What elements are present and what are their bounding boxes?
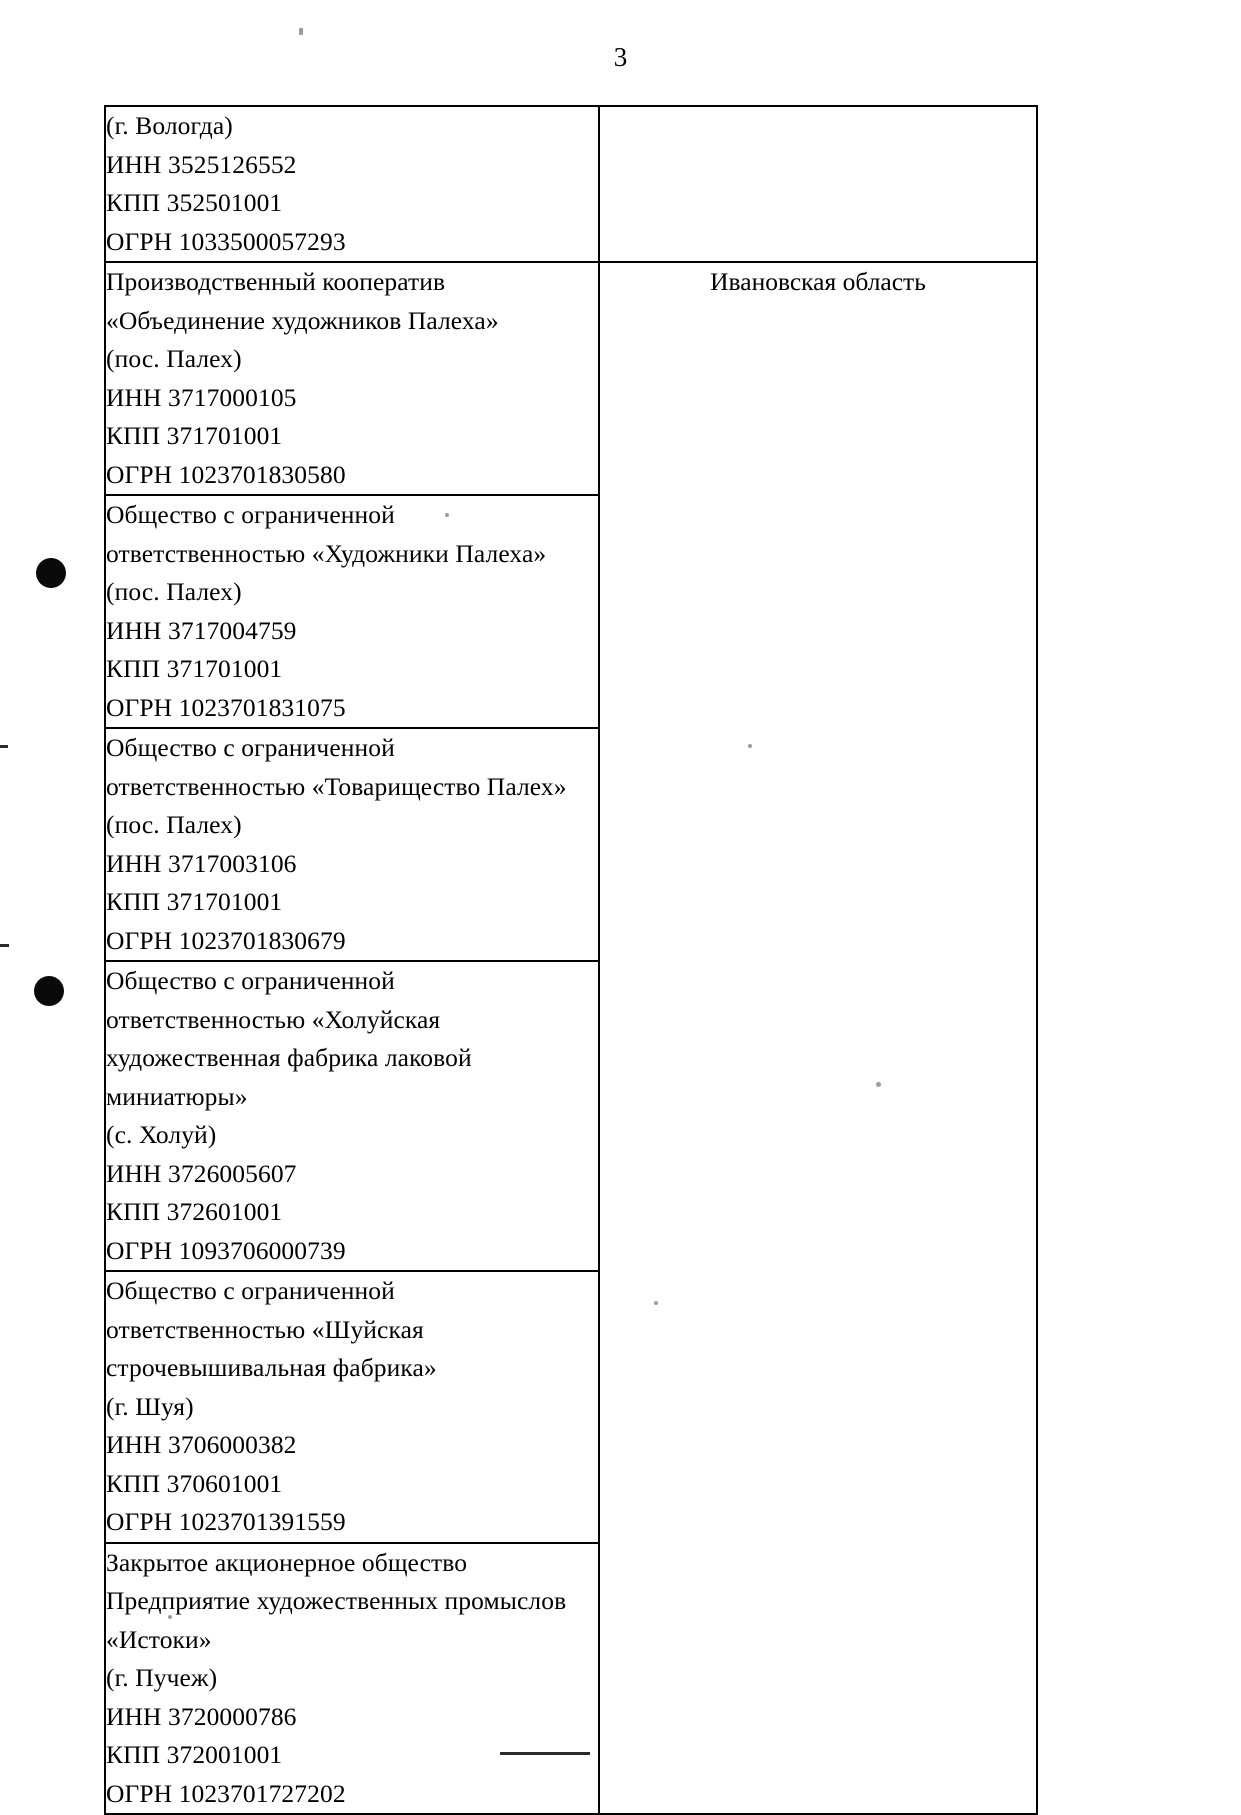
org-line: КПП 371701001	[106, 654, 283, 683]
org-line: (пос. Палех)	[106, 810, 242, 839]
org-line: строчевышивальная фабрика»	[106, 1353, 437, 1382]
org-line: ОГРН 1023701391559	[106, 1507, 346, 1536]
org-line: ИНН 3706000382	[106, 1430, 297, 1459]
org-line: КПП 371701001	[106, 421, 283, 450]
org-line: КПП 370601001	[106, 1468, 283, 1498]
organization-cell	[105, 262, 599, 495]
organization-cell	[105, 1543, 599, 1815]
org-line: (с. Холуй)	[106, 1120, 217, 1149]
organization-cell	[105, 728, 599, 961]
org-line: (г. Вологда)	[106, 111, 233, 140]
org-line: миниатюры»	[106, 1081, 248, 1111]
org-line: Предприятие художественных промыслов	[106, 1586, 567, 1615]
org-line: (пос. Палех)	[106, 577, 242, 606]
org-line: ОГРН 1023701831075	[106, 692, 346, 722]
org-line: ОГРН 1023701727202	[106, 1778, 346, 1808]
org-line: Производственный кооператив	[106, 267, 446, 296]
org-line: КПП 372001001	[106, 1740, 283, 1769]
region-label: Ивановская область	[710, 267, 926, 296]
org-line: Общество с ограниченной	[106, 733, 395, 762]
org-line: «Объединение художников Палеха»	[106, 305, 499, 335]
org-line: ИНН 3726005607	[106, 1158, 297, 1188]
org-line: Общество с ограниченной	[106, 966, 395, 995]
org-line: КПП 371701001	[106, 887, 283, 916]
org-line: художественная фабрика лаковой	[106, 1043, 472, 1072]
scan-artifact-dot	[36, 558, 66, 588]
organizations-registry-table	[104, 105, 1038, 1815]
org-line: (пос. Палех)	[106, 344, 242, 373]
org-line: (г. Шуя)	[106, 1391, 194, 1421]
scan-edge-tick	[0, 944, 9, 947]
region-cell-empty	[599, 106, 1037, 262]
org-line: Общество с ограниченной	[106, 500, 395, 529]
org-line: КПП 352501001	[106, 188, 283, 217]
org-line: ИНН 3525126552	[106, 149, 297, 179]
org-line: ИНН 3717000105	[106, 382, 297, 412]
region-cell	[599, 262, 1037, 1814]
organization-cell	[105, 106, 599, 262]
org-line: «Истоки»	[106, 1624, 212, 1654]
org-line: ОГРН 1093706000739	[106, 1235, 346, 1265]
org-line: ответственностью «Художники Палеха»	[106, 538, 547, 568]
organization-cell	[105, 495, 599, 728]
org-line: ОГРН 1033500057293	[106, 226, 346, 256]
table-row	[105, 106, 1037, 262]
table-body	[105, 106, 1037, 1814]
region-placeholder	[600, 107, 1036, 108]
org-line: ИНН 3720000786	[106, 1701, 297, 1731]
org-line: ИНН 3717003106	[106, 848, 297, 878]
org-line: КПП 372601001	[106, 1197, 283, 1226]
org-line: ответственностью «Шуйская	[106, 1314, 424, 1344]
org-line: ответственностью «Холуйская	[106, 1004, 441, 1034]
org-line: ОГРН 1023701830679	[106, 925, 346, 955]
org-line: ИНН 3717004759	[106, 615, 297, 645]
organization-cell	[105, 961, 599, 1271]
org-line: ответственностью «Товарищество Палех»	[106, 771, 567, 801]
table-row	[105, 262, 1037, 495]
organization-cell	[105, 1271, 599, 1543]
org-line: Общество с ограниченной	[106, 1276, 395, 1305]
org-line: ОГРН 1023701830580	[106, 459, 346, 489]
page-number: 3	[613, 42, 628, 72]
scan-artifact-dot	[34, 976, 64, 1006]
scan-speckle	[299, 28, 303, 35]
org-line: Закрытое акционерное общество	[106, 1547, 468, 1577]
org-line: (г. Пучеж)	[106, 1663, 218, 1692]
scan-edge-tick	[0, 745, 8, 748]
